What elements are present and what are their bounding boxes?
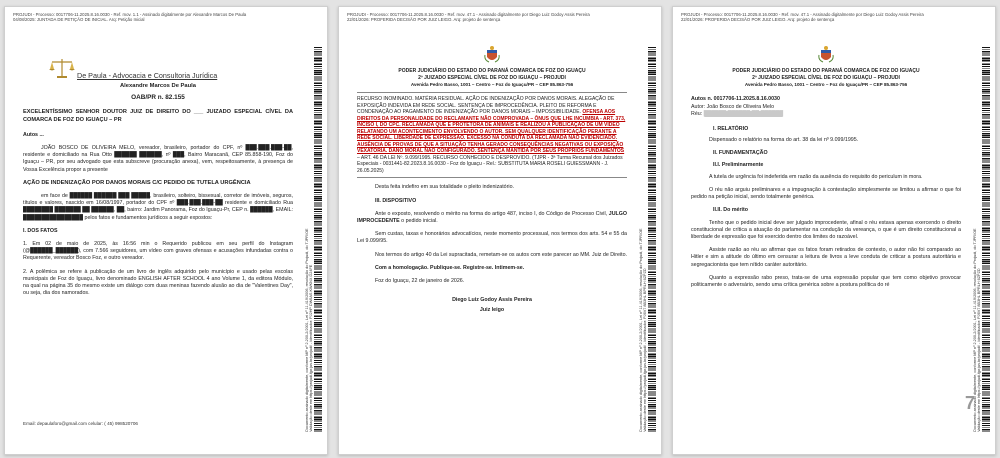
defendant-label: Réu:: [691, 110, 703, 117]
case-parties: [691, 96, 961, 118]
signer-name: Diego Luiz Godoy Assis Pereira: [452, 297, 532, 304]
page-number: 7: [964, 393, 975, 413]
parana-coat-of-arms-icon: [818, 45, 834, 65]
document-page-decision: [338, 6, 662, 455]
merit-paragraph-1: Tenho que o pedido inicial deve ser julgado improcedente, afinal o réu estava apenas exercendo o direito constitucional de crítica a atuação do parlamentar na condução da vereança, o que é um direito constitucional a liberdade de expressão que foi exercido dentro dos limites do razoável.: [691, 219, 961, 241]
document-page-petition: [4, 6, 328, 455]
projudi-header: [347, 12, 617, 22]
homologation-line: Com a homologação. Publique-se. Registre-se. Intimem-se.: [375, 264, 525, 271]
ementa-tail-text: – ART. 46 DA LEI Nº. 9.099/1995. RECURSO CONHECIDO E DESPROVIDO. (TJPR - 3ª Turma Recursal dos Juizados Especiais - 0031441-82.2023.8.16.0030 - Foz do Iguaçu - Rel.: SUBSTITUTA MARIA ROSELI GUIESSMANN - J. 26.05.2025): [357, 154, 623, 174]
signature-validation-text: [305, 47, 314, 432]
reject-paragraph: Desta feita indefiro em sua totalidade o pleito indenizatório.: [375, 184, 514, 191]
projudi-header: [681, 12, 951, 22]
header-line: 22/01/2026: PROFERIDA DECISÃO POR JUIZ LEIGO. Arq: projeto de sentença: [347, 17, 501, 23]
court-header: [691, 68, 961, 88]
scales-of-justice-icon: [49, 57, 75, 79]
side-line: Validação deste em https://projudi.tjpr.jus.br/projudi/ - Identificador: PJ6V7 8B3HL BPRLH 6ZPZD: [643, 268, 648, 432]
firm-name: De Paula - Advocacia e Consultoria Jurídica: [77, 70, 218, 80]
barcode: [982, 47, 990, 432]
court-address: Avenida Pedro Basso, 1001 – Centro – Foz do Iguaçu/PR – CEP 85.863-756: [410, 81, 574, 87]
case-number: Autos n. 0017706-11.2025.8.16.0030: [691, 96, 780, 103]
barcode: [314, 47, 322, 432]
merit-paragraph-3: Quanto a expressão rabo preso, trata-se de uma expressão popular que tem como objetivo provocar politicamente o adversário, sendo uma crítica genérica sobre a postura política do ré: [691, 274, 961, 289]
preliminary-paragraph-1: A tutela de urgência foi indeferida em razão da ausência do requisito do periculum in mora.: [709, 173, 923, 180]
side-line: Documento assinado digitalmente, conforme MP nº 2.200-2/2001, Lei nº 11.419/2006, resolução do Projudi, do TJPR/OE: [639, 228, 644, 432]
letterhead: [49, 57, 293, 79]
action-title: AÇÃO DE INDENIZAÇÃO POR DANOS MORAIS C/C PEDIDO DE TUTELA URGÊNCIA: [23, 179, 251, 186]
side-line: Documento assinado digitalmente, conforme MP nº 2.200-2/2001, Lei nº 11.419/2006, resolução do Projudi, do TJPR/OE: [973, 228, 978, 432]
subsection-preliminarmente: II.I. Preliminarmente: [713, 161, 764, 168]
court-line: 2º JUIZADO ESPECIAL CÍVEL DE FOZ DO IGUAÇU – PROJUDI: [418, 74, 566, 81]
defendant-paragraph: em face de ██████ ██████ ███ █████, brasileiro, solteiro, bissexual, corretor de imóveis, seguros, títulos e valores, nascido em 16/08/1997, portador do CPF nº ███.███.███-██ residente e domiciliado Rua ████████ ███████ ██ ██████, ██, bairro: Jardim Panorama, Foz do Iguaçu-Pr, CEP n. ██████, EMAIL: ████████████████ pelos fatos e fundamentos jurídicos a seguir expostos:: [23, 193, 293, 221]
side-line: Documento assinado digitalmente, conforme MP nº 2.200-2/2001, Lei nº 11.419/2006, resolução do Projudi, do TJPR/OE: [305, 228, 310, 432]
autos-label: Autos ...: [23, 131, 44, 138]
barcode: [648, 47, 656, 432]
court-line: PODER JUDICIÁRIO DO ESTADO DO PARANÁ COMARCA DE FOZ DO IGUAÇU: [398, 68, 586, 74]
judgment-result: JULGO IMPROCEDENTE: [357, 210, 627, 224]
subsection-merito: II.II. Do mérito: [713, 207, 749, 214]
header-line: 04/08/2025: JUNTADA DE PETIÇÃO DE INICIAL. Arq: Petição Inicial: [13, 17, 145, 23]
court-line: 2º JUIZADO ESPECIAL CÍVEL DE FOZ DO IGUAÇU – PROJUDI: [752, 74, 900, 81]
ementa-citation: [357, 92, 627, 178]
parana-coat-of-arms-icon: [484, 45, 500, 65]
merit-paragraph-2: Assiste razão ao réu ao afirmar que os fatos foram retirados de contexto, o autor não foi comparado ao Hitler e sim a atitude do último em censurar a leitura de livros a leve conduta de criticar a postura autoritária e segregacionista que tem nítido caráter autoritário.: [691, 247, 961, 268]
terms-paragraph: Nos termos do artigo 40 da Lei supracitada, remetam-se os autos com este parecer ao MM. Juiz de Direito.: [375, 251, 628, 258]
redacted-name: ██████ ██████ ██ ██████: [703, 110, 784, 117]
preliminary-paragraph-2: O réu não arguiu preliminares e a impugnação à contestação simplesmente se limitou a afirmar o que foi pedido na petição inicial, sendo totalmente genérica.: [691, 187, 961, 201]
signature-validation-text: [639, 47, 648, 432]
fact-paragraph-2: 2. A polêmica se refere à publicação de um livro de inglês adquirido pelo município e usado pelas escolas municipais de Foz do Iguaçu, livro denominado ENGLISH AFTER SCHOOL 4 ano Volume 1, da editora Módulo, na qual na página 35 do mesmo existe um diálogo com duas meninas fazendo alusão ao dia de "Valentines Day", ou seja, dia dos namorados.: [23, 268, 293, 297]
section-relatorio: I. RELATÓRIO: [713, 126, 749, 132]
plaintiff: Autor: João Bosco de Oliveira Melo: [691, 103, 775, 110]
decision-body: [357, 45, 627, 315]
signer-role: Juiz leigo: [479, 307, 505, 314]
header-line: 22/01/2026: PROFERIDA DECISÃO POR JUIZ LEIGO. Arq: projeto de sentença: [681, 17, 835, 23]
dispositivo-paragraph: [357, 211, 627, 225]
court-header: [357, 68, 627, 88]
ementa-highlighted-text: OFENSA AOS DIREITOS DA PERSONALIDADE DO RECLAMANTE NÃO COMPROVADA – ÔNUS QUE LHE INCUMBIA - ART. 373, INCISO I, DO CPC. RECLAMADA QUE É PROTETORA DE ANIMAIS E REALIZOU A PUBLICAÇÃO DE UM VÍDEO RELATANDO UM ACONTECIMENTO ENVOLVENDO O AUTOR. SEM QUALQUER IDENTIFICAÇÃO PERANTE A REDE SOCIAL. LIBERDADE DE EXPRESSÃO. EXCESSO NA CONDUTA DA RECLAMADA NÃO EVIDENCIADO. AUSÊNCIA DE PROVAS DE QUE A SITUAÇÃO TENHA GERADO CONSEQUÊNCIAS NEGATIVAS OU EXPOSIÇÃO VEXATÓRIA. DANO MORAL NÃO CONFIGURADO. SENTENÇA MANTIDA POR SEUS PRÓPRIOS FUNDAMENTOS: [357, 109, 626, 155]
header-line: PROJUDI - Processo: 0017706-11.2025.8.16.0030 - Ref. mov. 1.1 - Assinado digitalmente por Alexandre Marcos De Paula: [13, 12, 247, 17]
dispositivo-text: Ante o exposto, resolvendo o mérito na forma do artigo 487, inciso I, do Código de Processo Civil,: [375, 210, 608, 217]
fact-paragraph-1: 1. Em 02 de maio de 2025, às 16:56 min o Requerido publicou em seu perfil do Instagram (@██████_██████), com 7.566 seguidores, um vídeo com graves ofensas e acusações infundadas contra o Requerente, vereador Bosco Foz, e outro vereador.: [23, 241, 293, 262]
section-facts: I. DOS FATOS: [23, 227, 58, 234]
sentence-body: [691, 45, 961, 295]
ementa-plain-text: RECURSO INOMINADO. MATÉRIA RESIDUAL. AÇÃO DE INDENIZAÇÃO POR DANOS MORAIS. ALEGAÇÃO DE EXPOSIÇÃO INDEVIDA EM REDE SOCIAL. SENTENÇA DE IMPROCEDÊNCIA. PLEITO DE REFORMA E CONDENAÇÃO AO PAGAMENTO DE INDENIZAÇÃO POR DANOS MORAIS – IMPOSSIBILIDADE.: [357, 96, 615, 116]
court-address: Avenida Pedro Basso, 1001 – Centro – Foz do Iguaçu/PR – CEP 85.863-756: [744, 81, 908, 87]
court-line: PODER JUDICIÁRIO DO ESTADO DO PARANÁ COMARCA DE FOZ DO IGUAÇU: [732, 68, 920, 74]
oab-number: OAB/PR n. 82.155: [131, 94, 185, 102]
signature-sidebar: [302, 47, 324, 432]
side-line: Validação deste em https://projudi.tjpr.jus.br/projudi/ - Identificador: PJ6V7 8B3HL BPRLH 6ZPZD: [977, 268, 982, 432]
signature-sidebar: [970, 47, 992, 432]
date-line: Foz do Iguaçu, 22 de janeiro de 2026.: [375, 278, 465, 285]
qualification-paragraph: JOÃO BOSCO DE OLIVEIRA MELO, vereador, brasileiro, portador do CPF, nº ███.███.███-██, residente e domiciliado na Rua Otto ██████ ██████, nº ███, Bairro Maracanã, CEP 85.858-190, Foz do Iguaçu – PR, por seu advogado que esta subscreve (procuração anexa), vem, respeitosamente, à presença de Vossa Excelência propor a presente: [23, 145, 293, 173]
costs-paragraph: Sem custas, taxas e honorários advocatícios, neste momento processual, nos termos dos arts. 54 e 55 da Lei 9.099/95.: [357, 231, 627, 245]
dispositivo-text-end: o pedido inicial.: [401, 218, 438, 224]
document-page-sentence: [672, 6, 996, 455]
lawyer-name: Alexandre Marcos De Paula: [119, 83, 197, 89]
header-line: PROJUDI - Processo: 0017706-11.2025.8.16.0030 - Ref. mov. 47.1 - Assinado digitalmente por Diego Luiz Godoy Assis Pereira: [347, 12, 590, 17]
signature-validation-text: [973, 47, 982, 432]
side-line: Validação deste em https://projudi.tjpr.jus.br/projudi/ - Identificador: PJ2HP DW6AS KWKNX D24FE: [309, 264, 314, 432]
section-dispositivo: III. DISPOSITIVO: [375, 197, 417, 204]
defendant: [691, 111, 961, 118]
relatorio-paragraph: Dispensado o relatório na forma do art. 38 da lei nº 9.099/1995.: [709, 137, 859, 144]
addressee: EXCELENTÍSSIMO SENHOR DOUTOR JUIZ DE DIREITO DO ___ JUIZADO ESPECIAL CÍVEL DA COMARCA DE FOZ DO IGUAÇU – PR: [23, 109, 293, 123]
signature-sidebar: [636, 47, 658, 432]
petition-body: [23, 57, 293, 303]
header-line: PROJUDI - Processo: 0017706-11.2025.8.16.0030 - Ref. mov. 47.1 - Assinado digitalmente por Diego Luiz Godoy Assis Pereira: [681, 12, 924, 17]
section-fundamentacao: II. FUNDAMENTAÇÃO: [713, 150, 768, 157]
contact-footer: Email: depaulaforo@gmail.com celular: ( 45) 998520706: [23, 421, 138, 426]
projudi-header: [13, 12, 283, 22]
